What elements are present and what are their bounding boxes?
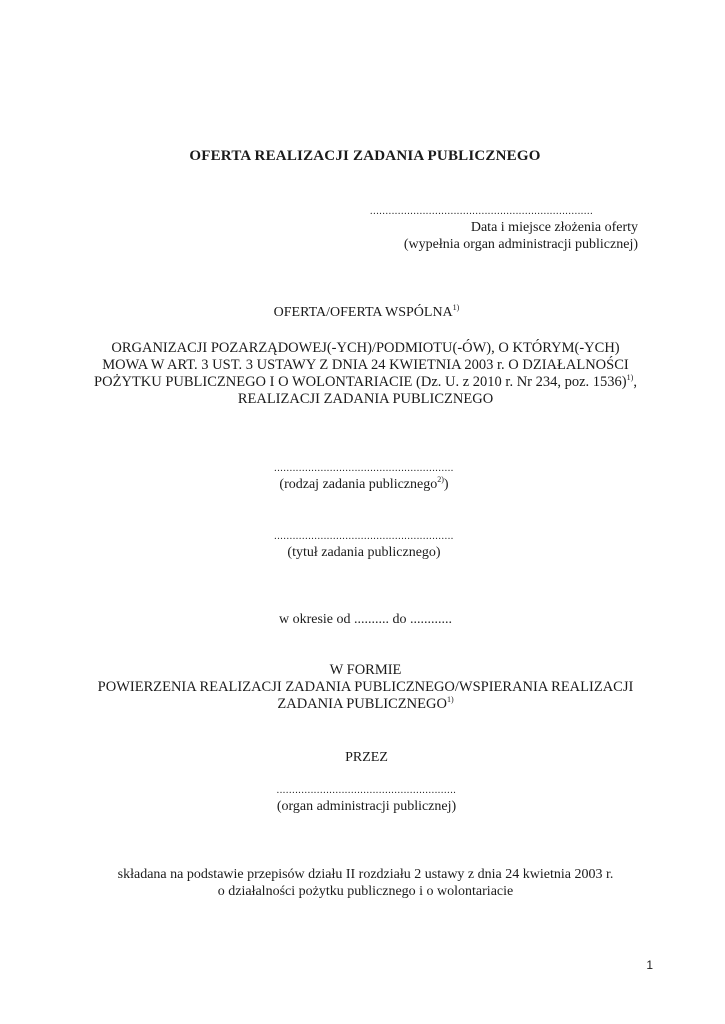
date-label: Data i miejsce złożenia oferty <box>470 220 638 235</box>
organization-line-4: REALIZACJI ZADANIA PUBLICZNEGO <box>237 391 494 407</box>
form-block <box>6 662 725 713</box>
date-dots: ........................................................................ <box>370 206 594 217</box>
task-title-label: (tytuł zadania publicznego) <box>287 545 441 560</box>
basis-line-1: składana na podstawie przepisów działu II rozdziału 2 ustawy z dnia 24 kwietnia 2003 r. <box>117 867 614 882</box>
page-number: 1 <box>646 958 653 972</box>
basis-line-2: o działalności pożytku publicznego i o wolontariacie <box>217 884 514 899</box>
offer-type <box>8 305 725 321</box>
task-type-label <box>3 477 725 493</box>
organization-line-3 <box>6 374 725 391</box>
form-line-2: POWIERZENIA REALIZACJI ZADANIA PUBLICZNEGO/WSPIERANIA REALIZACJI <box>97 679 634 695</box>
offer-type-text: OFERTA/OFERTA WSPÓLNA <box>273 305 453 320</box>
form-line-1: W FORMIE <box>329 662 402 678</box>
task-type-label-end: ) <box>443 477 449 492</box>
offer-type-footnote: 1) <box>452 303 460 312</box>
organization-line-3-footnote: 1) <box>626 373 634 382</box>
document-title: OFERTA REALIZACJI ZADANIA PUBLICZNEGO <box>189 148 541 164</box>
organization-line-1: ORGANIZACJI POZARZĄDOWEJ(-YCH)/PODMIOTU(-ÓW), O KTÓRYM(-YCH) <box>111 340 620 356</box>
by-label: PRZEZ <box>345 750 388 765</box>
period-text: w okresie od .......... do ............ <box>278 612 453 627</box>
task-type-label-text: (rodzaj zadania publicznego <box>279 477 438 492</box>
form-line-3 <box>6 696 725 713</box>
organization-line-3-end: , <box>633 374 637 390</box>
by-note: (organ administracji publicznej) <box>276 799 457 814</box>
date-note: (wypełnia organ administracji publicznej) <box>403 237 638 252</box>
task-type-dots: .......................................................... <box>274 463 454 474</box>
organization-line-2: MOWA W ART. 3 UST. 3 USTAWY Z DNIA 24 KWIETNIA 2003 r. O DZIAŁALNOŚCI <box>102 357 629 373</box>
organization-line-3-text: POŻYTKU PUBLICZNEGO I O WOLONTARIACIE (Dz. U. z 2010 r. Nr 234, poz. 1536) <box>94 374 627 390</box>
form-line-3-footnote: 1) <box>446 695 454 704</box>
task-type-footnote: 2) <box>437 475 444 484</box>
by-dots: .......................................................... <box>276 785 457 796</box>
form-line-3-text: ZADANIA PUBLICZNEGO <box>277 696 447 712</box>
organization-block <box>6 340 725 408</box>
task-title-dots: .......................................................... <box>274 531 454 542</box>
